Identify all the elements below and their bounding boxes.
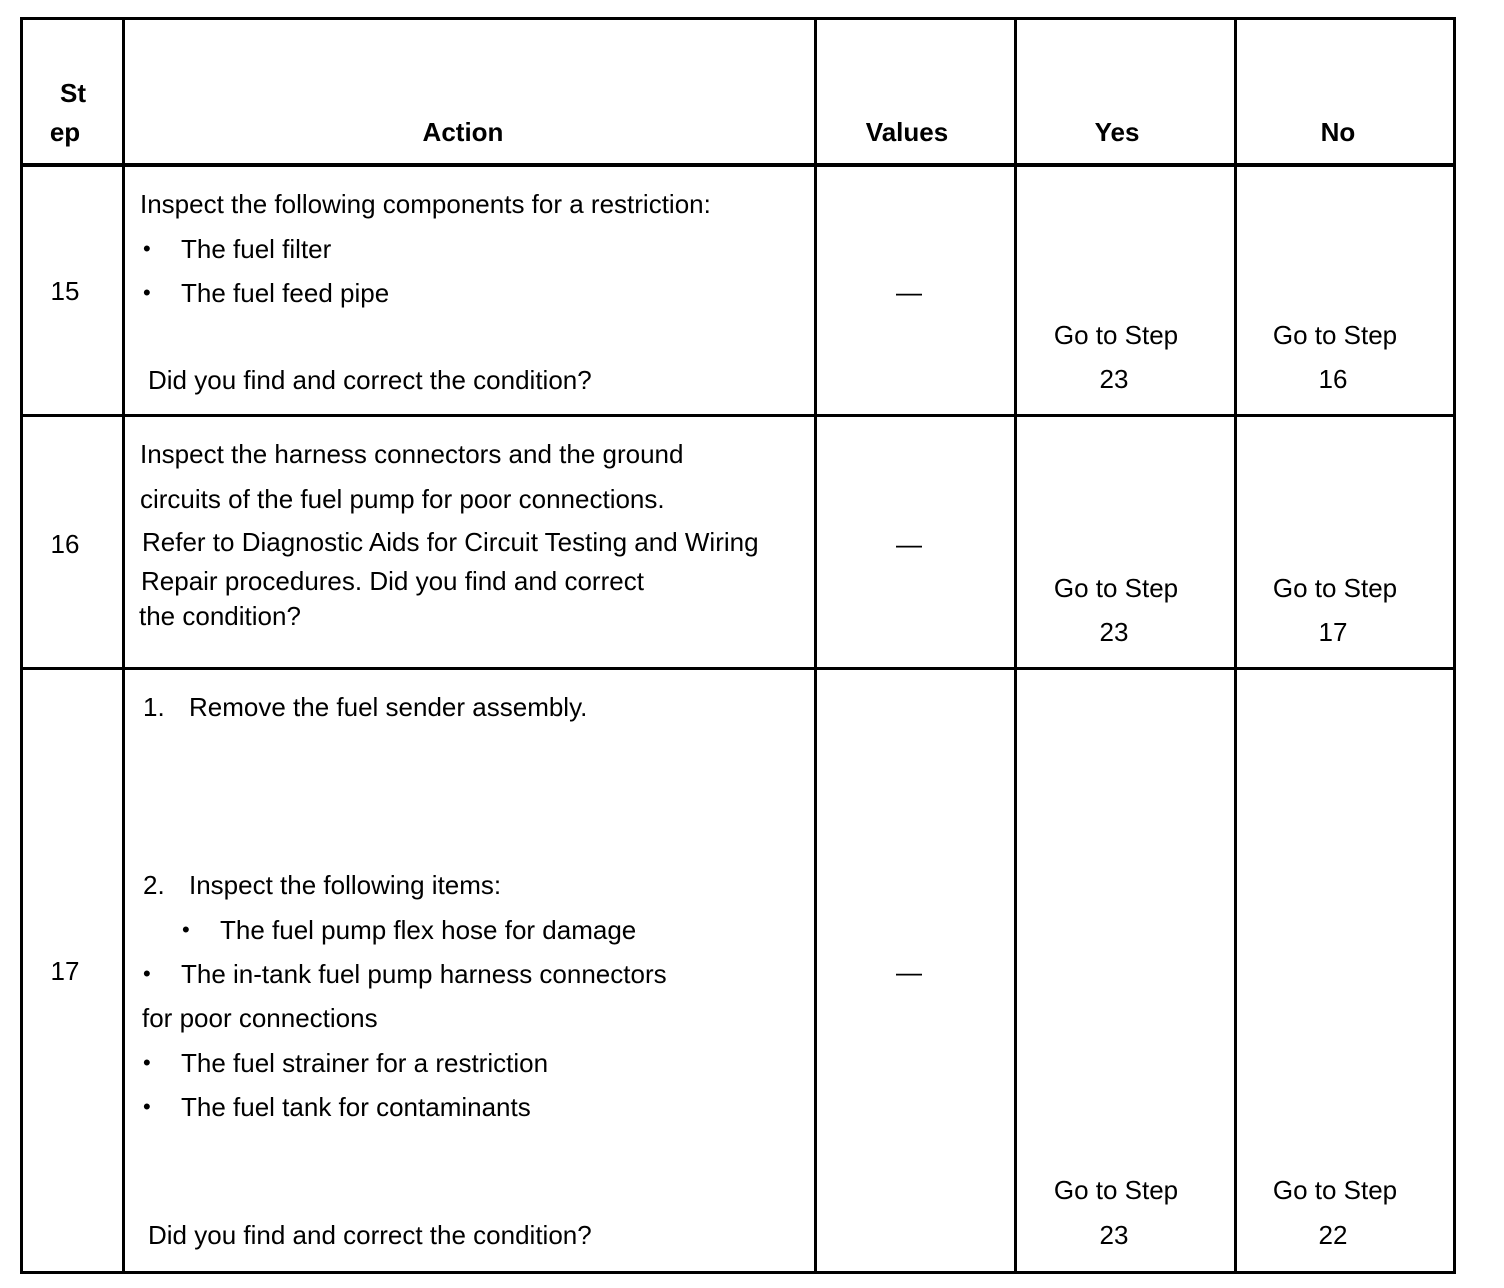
values-cell: — [896, 957, 922, 987]
action-continuation: for poor connections [142, 1003, 378, 1033]
table-border-top [20, 17, 1456, 20]
bullet-icon: • [182, 917, 190, 942]
table-border-left [20, 17, 23, 1274]
action-intro: Inspect the following components for a restriction: [140, 189, 711, 219]
bullet-icon: • [143, 280, 151, 305]
action-question: Did you find and correct the condition? [148, 1220, 592, 1250]
header-step-line1: St [60, 78, 86, 108]
no-goto-label: Go to Step [1272, 573, 1398, 603]
bullet-icon: • [143, 1050, 151, 1075]
table-border-bottom [20, 1271, 1456, 1274]
header-no: No [1320, 117, 1356, 147]
table-border-right [1453, 17, 1456, 1274]
action-line: Repair procedures. Did you find and correct [141, 566, 644, 596]
row-divider-15 [20, 414, 1456, 417]
action-line: Inspect the harness connectors and the ground [140, 439, 684, 469]
action-bullet: The in-tank fuel pump harness connectors [181, 959, 667, 989]
list-number: 2. [143, 870, 165, 900]
bullet-icon: • [143, 236, 151, 261]
values-cell: — [896, 529, 922, 559]
no-goto-step: 16 [1318, 364, 1348, 394]
action-line: circuits of the fuel pump for poor connections. [140, 484, 665, 514]
action-item: Remove the fuel sender assembly. [189, 692, 588, 722]
yes-goto-label: Go to Step [1053, 320, 1179, 350]
header-action: Action [422, 117, 504, 147]
bullet-icon: • [143, 1094, 151, 1119]
yes-goto-step: 23 [1099, 617, 1129, 647]
yes-goto-step: 23 [1099, 1220, 1129, 1250]
column-divider-step [122, 17, 125, 1274]
values-cell: — [896, 277, 922, 307]
yes-goto-step: 23 [1099, 364, 1129, 394]
action-line: Refer to Diagnostic Aids for Circuit Testing and Wiring [142, 527, 759, 557]
action-bullet: The fuel tank for contaminants [181, 1092, 531, 1122]
header-step-line2: ep [49, 117, 81, 147]
header-values: Values [865, 117, 949, 147]
action-bullet: The fuel filter [181, 234, 332, 264]
no-goto-label: Go to Step [1272, 1175, 1398, 1205]
list-number: 1. [143, 692, 165, 722]
action-item: Inspect the following items: [189, 870, 502, 900]
step-number: 17 [50, 956, 80, 986]
step-number: 15 [50, 276, 80, 306]
action-bullet: The fuel pump flex hose for damage [220, 915, 637, 945]
column-divider-action [814, 17, 817, 1274]
no-goto-label: Go to Step [1272, 320, 1398, 350]
yes-goto-label: Go to Step [1053, 573, 1179, 603]
action-bullet: The fuel feed pipe [181, 278, 390, 308]
action-bullet: The fuel strainer for a restriction [181, 1048, 549, 1078]
row-divider-16 [20, 667, 1456, 670]
step-number: 16 [50, 529, 80, 559]
header-divider [20, 163, 1456, 167]
no-goto-step: 17 [1318, 617, 1348, 647]
no-goto-step: 22 [1318, 1220, 1348, 1250]
header-yes: Yes [1094, 117, 1140, 147]
action-question: Did you find and correct the condition? [148, 365, 592, 395]
bullet-icon: • [143, 961, 151, 986]
action-line: the condition? [139, 601, 301, 631]
yes-goto-label: Go to Step [1053, 1175, 1179, 1205]
